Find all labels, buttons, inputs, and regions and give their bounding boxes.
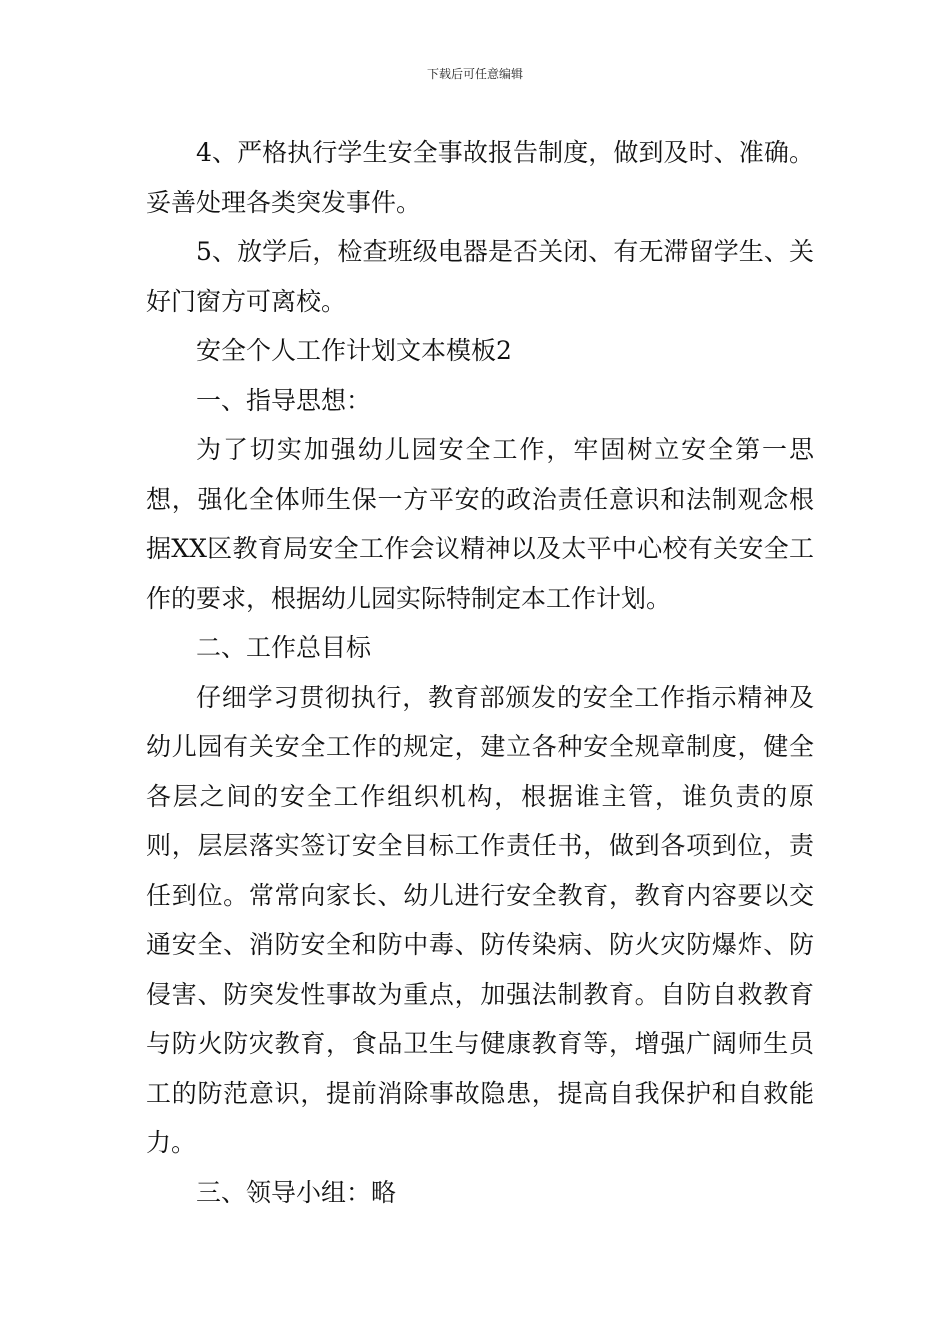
page-header: 下载后可任意编辑 <box>426 67 523 81</box>
document-body <box>146 128 814 1217</box>
heading-guiding-thought: 一、指导思想： <box>196 385 372 415</box>
heading-overall-goal: 二、工作总目标 <box>196 633 372 662</box>
paragraph-overall-goal: 仔细学习贯彻执行，教育部颁发的安全工作指示精神及幼儿园有关安全工作的规定，建立各种安全规章制度，健全各层之间的安全工作组织机构，根据谁主管，谁负责的原则，层层落实签订安全目标工作责任书，做到各项到位，责任到位。常常向家长、幼儿进行安全教育，教育内容要以交通安全、消防安全和防中毒、防传染病、防火灾防爆炸、防侵害、防突发性事故为重点，加强法制教育。自防自救教育与防火防灾教育，食品卫生与健康教育等，增强广阔师生员工的防范意识，提前消除事故隐患，提高自我保护和自救能力。 <box>146 682 814 1157</box>
paragraph-guiding-thought: 为了切实加强幼儿园安全工作，牢固树立安全第一思想，强化全体师生保一方平安的政治责任意识和法制观念根据XX区教育局安全工作会议精神以及太平中心校有关安全工作的要求，根据幼儿园实际特制定本工作计划。 <box>146 435 814 613</box>
heading-leadership-group: 三、领导小组：略 <box>196 1177 397 1207</box>
section-title: 安全个人工作计划文本模板2 <box>196 336 512 365</box>
paragraph-item-4: 4、严格执行学生安全事故报告制度，做到及时、准确。妥善处理各类突发事件。 <box>146 138 814 217</box>
paragraph-item-5: 5、放学后，检查班级电器是否关闭、有无滞留学生、关好门窗方可离校。 <box>146 237 814 316</box>
